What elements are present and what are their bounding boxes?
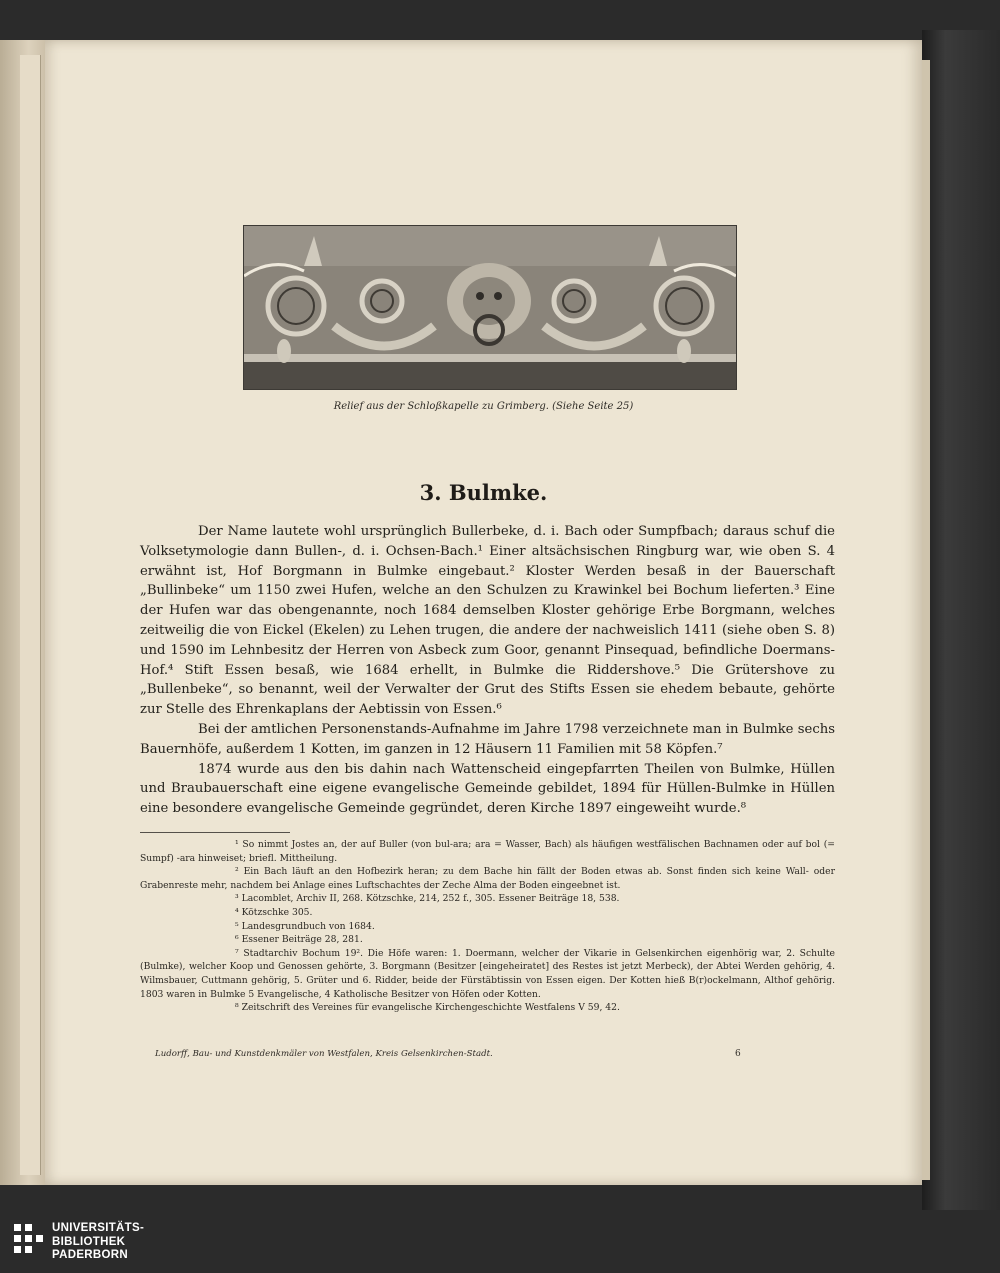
- page-footer-source: Ludorff, Bau- und Kunstdenkmäler von Westfalen, Kreis Gelsenkirchen-Stadt.: [155, 1049, 493, 1059]
- logo-line: PADERBORN: [52, 1249, 128, 1261]
- image-caption: Relief aus der Schloßkapelle zu Grimberg. (Siehe Seite 25): [333, 401, 634, 412]
- section-heading: 3. Bulmke.: [419, 480, 548, 505]
- logo-line: BIBLIOTHEK: [52, 1235, 126, 1248]
- footnote-divider: [140, 832, 290, 833]
- library-logo: [12, 1222, 212, 1268]
- paragraph: Bei der amtlichen Personenstands-Aufnahme im Jahre 1798 verzeichnete man in Bulmke sechs Bauernhöfe, außerdem 1 Kotten, im ganzen in 12 Häusern 11 Familien mit 58 Köpfen.⁷: [140, 721, 835, 757]
- book-page: [45, 40, 922, 1185]
- footnote: ⁴ Kötzschke 305.: [235, 906, 313, 918]
- relief-ornament-image: [244, 226, 736, 389]
- left-page-inner-edge: [20, 55, 41, 1175]
- page-number: 6: [735, 1049, 741, 1059]
- footnote: ³ Lacomblet, Archiv II, 268. Kötzschke, 214, 252 f., 305. Essener Beiträge 18, 538.: [235, 893, 620, 905]
- book-cover-edge: [922, 30, 1000, 1210]
- footnote: ² Ein Bach läuft an den Hofbezirk heran; zu dem Bache hin fällt der Boden etwas ab. Sonst finden sich keine Wall- oder Grabenreste mehr, nachdem bei Anlage eines Luftschachtes der Zeche Alma der Boden eingeebnet ist.: [140, 866, 835, 891]
- footnote: ⁶ Essener Beiträge 28, 281.: [235, 934, 363, 946]
- footnotes: [140, 838, 835, 1015]
- footnote: ⁵ Landesgrundbuch von 1684.: [235, 920, 375, 932]
- footnote: ⁸ Zeitschrift des Vereines für evangelische Kirchengeschichte Westfalens V 59, 42.: [235, 1002, 620, 1014]
- body-text: [140, 522, 835, 819]
- footnote: ⁷ Stadtarchiv Bochum 19². Die Höfe waren: 1. Doermann, welcher der Vikarie in Gelsenkirchen eigenhörig war, 2. Schulte (Bulmke), welcher Koop und Genossen gehörte, 3. Borgmann (Besitzer [eingeheiratet] des Restes ist jetzt Merbeck), der Abtei Werden gehörig, 4. Wilmsbauer, Cuttmann gehörig, 5. Grüter und 6. Ridder, beide der Fürstäbtissin von Essen eigen. Der Kotten hieß B(r)ockelmann, Althof gehörig. 1803 waren in Bulmke 5 Evangelische, 4 Katholische Besitzer von Höfen oder Kotten.: [140, 947, 835, 1000]
- logo-line: UNIVERSITÄTS-: [52, 1222, 145, 1234]
- footnote: ¹ So nimmt Jostes an, der auf Buller (von bul-ara; ara = Wasser, Bach) als häufigen westfälischen Bachnamen oder auf bol (= Sumpf) -ara hinweiset; briefl. Mittheilung.: [140, 839, 835, 864]
- paragraph: 1874 wurde aus den bis dahin nach Wattenscheid eingepfarrten Theilen von Bulmke, Hüllen und Braubauerschaft eine eigene evangelische Gemeinde gebildet, 1894 für Hüllen-Bulmke in Hüllen eine besondere evangelische Gemeinde gegründet, deren Kirche 1897 eingeweiht wurde.⁸: [140, 761, 835, 817]
- page-edge-strip: [922, 60, 930, 1180]
- relief-photograph: [243, 225, 737, 390]
- paragraph: Der Name lautete wohl ursprünglich Bullerbeke, d. i. Bach oder Sumpfbach; daraus schuf die Volksetymologie dann Bullen-, d. i. Ochsen-Bach.¹ Einer altsächsischen Ringburg war, wie oben S. 4 erwähnt ist, Hof Borgmann in Bulmke eingebaut.² Kloster Werden besaß in der Bauerschaft „Bullinbeke“ um 1150 zwei Hufen, welche an den Schulzen zu Krawinkel bei Bochum lieferten.³ Eine der Hufen war das obengenannte, noch 1684 demselben Kloster gehörige Erbe Borgmann, welches zeitweilig die von Eickel (Ekelen) zu Lehen trugen, die andere der nachweislich 1411 (siehe oben S. 8) und 1590 im Lehnbesitz der Herren von Asbeck zum Goor, genannt Pinsequad, befindliche Doermans-Hof.⁴ Stift Essen besaß, wie 1684 erhellt, in Bulmke die Riddershove.⁵ Die Grütershove zu „Bullenbeke“, so benannt, weil der Verwalter der Grut des Stifts Essen sie ehedem bebaute, gehörte zur Stelle des Ehrenkaplans der Aebtissin von Essen.⁶: [140, 524, 835, 718]
- library-logo-icon: [12, 1222, 46, 1262]
